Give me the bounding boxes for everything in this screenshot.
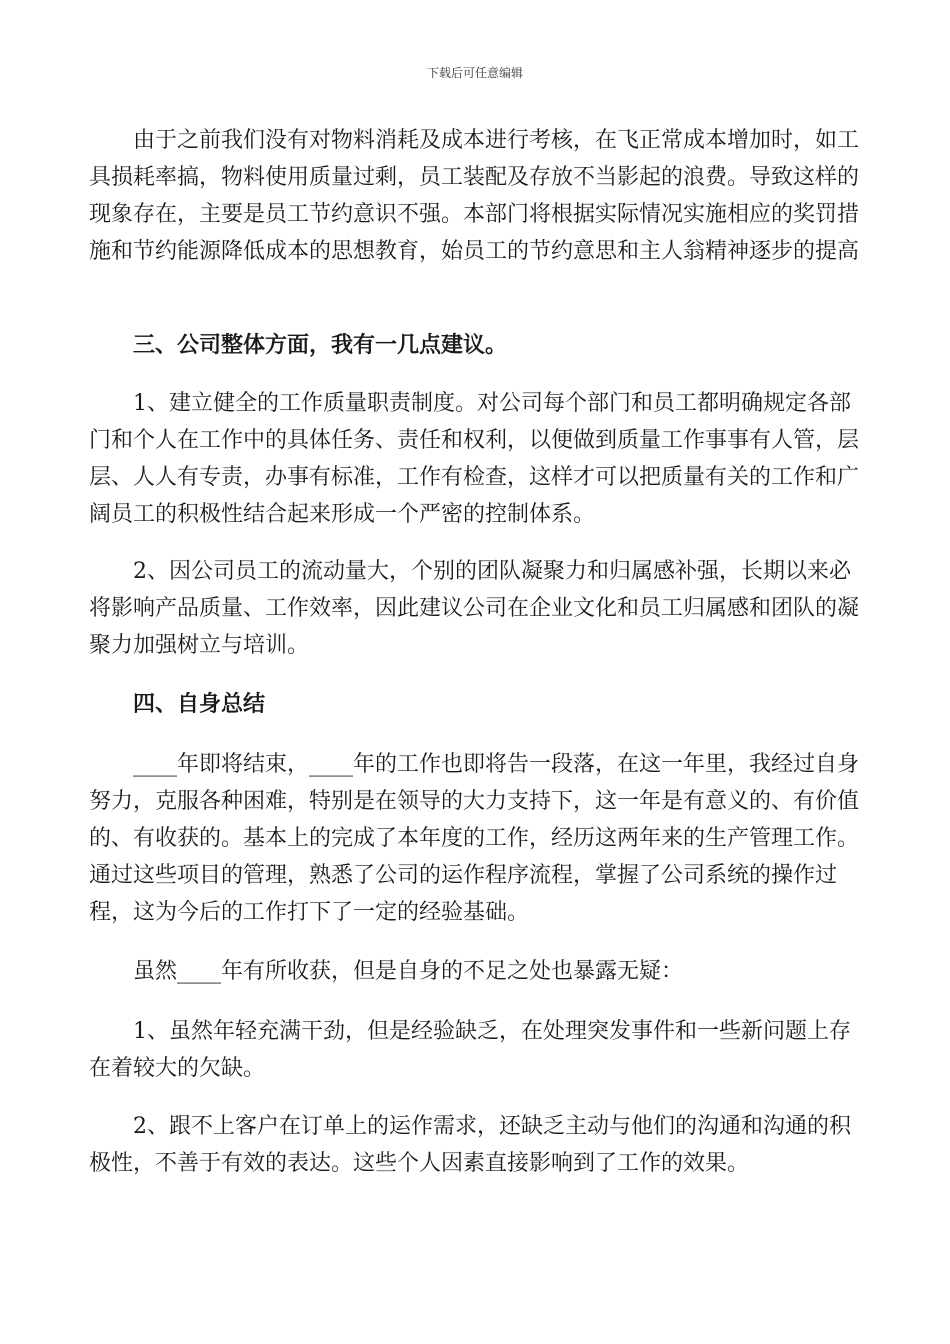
paragraph-suggestion-2: 2、因公司员工的流动量大，个别的团队凝聚力和归属感补强，长期以来必将影响产品质量、工作效率，因此建议公司在企业文化和员工归属感和团队的凝聚力加强树立与培训。	[89, 559, 860, 658]
paragraph-shortcoming-1: 1、虽然年轻充满干劲，但是经验缺乏，在处理突发事件和一些新问题上存在着较大的欠缺。	[89, 1019, 851, 1081]
paragraph-suggestion-1: 1、建立健全的工作质量职责制度。对公司每个部门和员工都明确规定各部门和个人在工作中的具体任务、责任和权利，以便做到质量工作事事有人管，层层、人人有专责，办事有标准，工作有检查，这样才可以把质量有关的工作和广阔员工的积极性结合起来形成一个严密的控制体系。	[89, 391, 860, 527]
paragraph-self-summary: ____年即将结束，____年的工作也即将告一段落，在这一年里，我经过自身努力，克服各种困难，特别是在领导的大力支持下，这一年是有意义的、有价值的、有收获的。基本上的完成了本年度的工作，经历这两年来的生产管理工作。通过这些项目的管理，熟悉了公司的运作程序流程，掌握了公司系统的操作过程，这为今后的工作打下了一定的经验基础。	[89, 752, 860, 925]
paragraph-shortcomings-intro: 虽然____年有所收获，但是自身的不足之处也暴露无疑：	[133, 959, 684, 984]
paragraph-cost-control: 由于之前我们没有对物料消耗及成本进行考核，在飞正常成本增加时，如工具损耗率搞，物料使用质量过剩，员工装配及存放不当影起的浪费。导致这样的现象存在，主要是员工节约意识不强。本部门将根据实际情况实施相应的奖罚措施和节约能源降低成本的思想教育，始员工的节约意思和主人翁精神逐步的提高	[89, 128, 860, 264]
paragraph-shortcoming-2: 2、跟不上客户在订单上的运作需求，还缺乏主动与他们的沟通和沟通的积极性，不善于有效的表达。这些个人因素直接影响到了工作的效果。	[89, 1114, 851, 1176]
section-heading-suggestions: 三、公司整体方面，我有一几点建议。	[133, 333, 508, 358]
page-header: 下载后可任意编辑	[426, 66, 523, 80]
section-heading-self-summary: 四、自身总结	[133, 692, 266, 717]
